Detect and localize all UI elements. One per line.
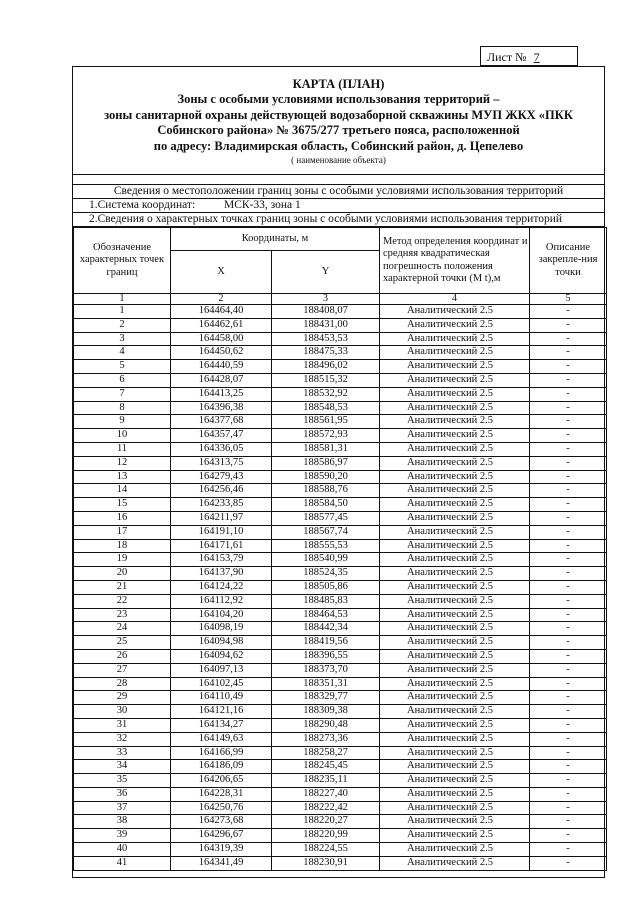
- coord-x: 164336,05: [171, 442, 272, 456]
- method-accuracy: Аналитический 2.5: [380, 636, 530, 650]
- fixing-description: -: [530, 856, 607, 870]
- document-title: КАРТА (ПЛАН): [292, 77, 385, 91]
- method-accuracy: Аналитический 2.5: [380, 567, 530, 581]
- table-row: [74, 677, 607, 691]
- coord-x: 164137,90: [171, 567, 272, 581]
- sheet-label: Лист №: [487, 50, 527, 64]
- fixing-description: -: [530, 539, 607, 553]
- coord-x: 164211,97: [171, 511, 272, 525]
- coord-x: 164357,47: [171, 429, 272, 443]
- table-row: [74, 456, 607, 470]
- point-number: 26: [74, 649, 171, 663]
- fixing-description: -: [530, 387, 607, 401]
- coord-y: 188419,56: [272, 636, 380, 650]
- fixing-description: -: [530, 718, 607, 732]
- table-row: [74, 539, 607, 553]
- table-row: [74, 801, 607, 815]
- coord-x: 164428,07: [171, 373, 272, 387]
- coord-x: 164341,49: [171, 856, 272, 870]
- coord-y: 188408,07: [272, 305, 380, 319]
- method-accuracy: Аналитический 2.5: [380, 373, 530, 387]
- table-row: [74, 608, 607, 622]
- point-number: 11: [74, 442, 171, 456]
- table-row: [74, 760, 607, 774]
- table-row: [74, 691, 607, 705]
- method-accuracy: Аналитический 2.5: [380, 539, 530, 553]
- table-row: [74, 318, 607, 332]
- point-number: 30: [74, 705, 171, 719]
- coord-x: 164233,85: [171, 498, 272, 512]
- coord-y: 188220,99: [272, 829, 380, 843]
- col-method-header: Метод определения координат и средняя квадратическая погрешность положения характерной точки (М t),м: [380, 228, 530, 294]
- point-number: 24: [74, 622, 171, 636]
- point-number: 28: [74, 677, 171, 691]
- point-number: 33: [74, 746, 171, 760]
- fixing-description: -: [530, 787, 607, 801]
- table-row: [74, 649, 607, 663]
- coord-x: 164440,59: [171, 360, 272, 374]
- method-accuracy: Аналитический 2.5: [380, 843, 530, 857]
- coordinate-system-label: 1.Система координат:: [89, 199, 196, 211]
- table-row: [74, 787, 607, 801]
- fixing-description: -: [530, 332, 607, 346]
- coord-x: 164124,22: [171, 580, 272, 594]
- fixing-description: -: [530, 498, 607, 512]
- coord-y: 188329,77: [272, 691, 380, 705]
- table-row: [74, 705, 607, 719]
- point-number: 4: [74, 346, 171, 360]
- document-frame: [72, 66, 605, 878]
- fixing-description: -: [530, 360, 607, 374]
- coord-x: 164134,27: [171, 718, 272, 732]
- fixing-description: -: [530, 760, 607, 774]
- fixing-description: -: [530, 636, 607, 650]
- coord-x: 164250,76: [171, 801, 272, 815]
- fixing-description: -: [530, 815, 607, 829]
- method-accuracy: Аналитический 2.5: [380, 415, 530, 429]
- coord-x: 164094,62: [171, 649, 272, 663]
- col-coordinates-header: Координаты, м: [171, 228, 380, 251]
- coord-y: 188584,50: [272, 498, 380, 512]
- point-number: 31: [74, 718, 171, 732]
- coord-y: 188555,53: [272, 539, 380, 553]
- method-accuracy: Аналитический 2.5: [380, 663, 530, 677]
- point-number: 41: [74, 856, 171, 870]
- fixing-description: -: [530, 305, 607, 319]
- coord-y: 188351,31: [272, 677, 380, 691]
- column-index: 4: [380, 294, 530, 305]
- coord-y: 188548,53: [272, 401, 380, 415]
- coord-x: 164206,65: [171, 774, 272, 788]
- spacer-row: [73, 174, 604, 185]
- point-number: 27: [74, 663, 171, 677]
- fixing-description: -: [530, 801, 607, 815]
- table-row: [74, 622, 607, 636]
- method-accuracy: Аналитический 2.5: [380, 760, 530, 774]
- coord-x: 164313,75: [171, 456, 272, 470]
- method-accuracy: Аналитический 2.5: [380, 677, 530, 691]
- point-number: 36: [74, 787, 171, 801]
- point-number: 34: [74, 760, 171, 774]
- point-number: 23: [74, 608, 171, 622]
- method-accuracy: Аналитический 2.5: [380, 594, 530, 608]
- method-accuracy: Аналитический 2.5: [380, 787, 530, 801]
- coord-y: 188581,31: [272, 442, 380, 456]
- point-number: 40: [74, 843, 171, 857]
- column-index: 3: [272, 294, 380, 305]
- coord-y: 188224,55: [272, 843, 380, 857]
- method-accuracy: Аналитический 2.5: [380, 332, 530, 346]
- column-index: 1: [74, 294, 171, 305]
- method-accuracy: Аналитический 2.5: [380, 732, 530, 746]
- fixing-description: -: [530, 401, 607, 415]
- fixing-description: -: [530, 567, 607, 581]
- table-row: [74, 442, 607, 456]
- table-row: [74, 470, 607, 484]
- point-number: 20: [74, 567, 171, 581]
- fixing-description: -: [530, 663, 607, 677]
- col-description-header: Описание закрепле-ния точки: [530, 228, 607, 294]
- coord-y: 188524,35: [272, 567, 380, 581]
- sheet-number-box: [480, 46, 578, 66]
- col-x-header: X: [171, 251, 272, 294]
- point-number: 25: [74, 636, 171, 650]
- table-row: [74, 815, 607, 829]
- method-accuracy: Аналитический 2.5: [380, 525, 530, 539]
- table-row: [74, 829, 607, 843]
- coord-x: 164102,45: [171, 677, 272, 691]
- method-accuracy: Аналитический 2.5: [380, 801, 530, 815]
- coord-y: 188453,53: [272, 332, 380, 346]
- fixing-description: -: [530, 553, 607, 567]
- col-designation-header: Обозначение характерных точек границ: [74, 228, 171, 294]
- method-accuracy: Аналитический 2.5: [380, 318, 530, 332]
- point-number: 7: [74, 387, 171, 401]
- coord-x: 164256,46: [171, 484, 272, 498]
- coord-x: 164191,10: [171, 525, 272, 539]
- table-row: [74, 360, 607, 374]
- coord-x: 164273,68: [171, 815, 272, 829]
- point-number: 14: [74, 484, 171, 498]
- coord-x: 164097,13: [171, 663, 272, 677]
- coord-y: 188273,36: [272, 732, 380, 746]
- method-accuracy: Аналитический 2.5: [380, 608, 530, 622]
- fixing-description: -: [530, 346, 607, 360]
- table-row: [74, 553, 607, 567]
- coord-y: 188442,34: [272, 622, 380, 636]
- coord-x: 164319,39: [171, 843, 272, 857]
- table-row: [74, 746, 607, 760]
- method-accuracy: Аналитический 2.5: [380, 484, 530, 498]
- coord-y: 188235,11: [272, 774, 380, 788]
- method-accuracy: Аналитический 2.5: [380, 553, 530, 567]
- table-row: [74, 498, 607, 512]
- sheet-number: 7: [533, 50, 540, 64]
- method-accuracy: Аналитический 2.5: [380, 774, 530, 788]
- coord-x: 164464,40: [171, 305, 272, 319]
- fixing-description: -: [530, 442, 607, 456]
- method-accuracy: Аналитический 2.5: [380, 746, 530, 760]
- point-number: 38: [74, 815, 171, 829]
- method-accuracy: Аналитический 2.5: [380, 470, 530, 484]
- document-header: [73, 67, 604, 175]
- point-number: 15: [74, 498, 171, 512]
- table-row: [74, 567, 607, 581]
- point-number: 5: [74, 360, 171, 374]
- table-row: [74, 718, 607, 732]
- column-index: 5: [530, 294, 607, 305]
- object-name-line-2: зоны санитарной охраны действующей водозаборной скважины МУП ЖКХ «ПКК: [104, 107, 573, 122]
- coord-y: 188572,93: [272, 429, 380, 443]
- method-accuracy: Аналитический 2.5: [380, 691, 530, 705]
- coordinate-system-value: МСК-33, зона 1: [224, 199, 301, 211]
- points-section-heading: 2.Сведения о характерных точках границ зоны с особыми условиями использования территорий: [73, 213, 604, 227]
- coord-x: 164462,61: [171, 318, 272, 332]
- coordinate-system-row: [73, 199, 604, 213]
- point-number: 13: [74, 470, 171, 484]
- coord-y: 188540,99: [272, 553, 380, 567]
- coord-y: 188505,86: [272, 580, 380, 594]
- coord-y: 188567,74: [272, 525, 380, 539]
- method-accuracy: Аналитический 2.5: [380, 511, 530, 525]
- boundary-points-table: [73, 227, 607, 871]
- point-number: 17: [74, 525, 171, 539]
- coord-y: 188532,92: [272, 387, 380, 401]
- fixing-description: -: [530, 415, 607, 429]
- object-name-line-3: Собинского района» № 3675/277 третьего пояса, расположенной: [157, 123, 520, 137]
- table-row: [74, 580, 607, 594]
- point-number: 32: [74, 732, 171, 746]
- table-row: [74, 663, 607, 677]
- point-number: 22: [74, 594, 171, 608]
- coord-x: 164413,25: [171, 387, 272, 401]
- fixing-description: -: [530, 677, 607, 691]
- coord-y: 188464,53: [272, 608, 380, 622]
- method-accuracy: Аналитический 2.5: [380, 387, 530, 401]
- point-number: 16: [74, 511, 171, 525]
- coord-y: 188515,32: [272, 373, 380, 387]
- fixing-description: -: [530, 511, 607, 525]
- coord-y: 188561,95: [272, 415, 380, 429]
- point-number: 35: [74, 774, 171, 788]
- table-row: [74, 387, 607, 401]
- fixing-description: -: [530, 732, 607, 746]
- point-number: 37: [74, 801, 171, 815]
- fixing-description: -: [530, 691, 607, 705]
- fixing-description: -: [530, 594, 607, 608]
- fixing-description: -: [530, 829, 607, 843]
- fixing-description: -: [530, 456, 607, 470]
- col-y-header: Y: [272, 251, 380, 294]
- method-accuracy: Аналитический 2.5: [380, 305, 530, 319]
- table-row: [74, 484, 607, 498]
- coord-y: 188475,33: [272, 346, 380, 360]
- method-accuracy: Аналитический 2.5: [380, 829, 530, 843]
- coord-y: 188220,27: [272, 815, 380, 829]
- object-name-line-1: Зоны с особыми условиями использования территорий –: [177, 92, 500, 106]
- method-accuracy: Аналитический 2.5: [380, 429, 530, 443]
- method-accuracy: Аналитический 2.5: [380, 401, 530, 415]
- table-row: [74, 856, 607, 870]
- method-accuracy: Аналитический 2.5: [380, 718, 530, 732]
- coord-x: 164098,19: [171, 622, 272, 636]
- coord-x: 164166,99: [171, 746, 272, 760]
- fixing-description: -: [530, 580, 607, 594]
- location-info-heading: Сведения о местоположении границ зоны с особыми условиями использования территорий: [73, 185, 604, 199]
- point-number: 18: [74, 539, 171, 553]
- coord-y: 188373,70: [272, 663, 380, 677]
- coord-x: 164450,62: [171, 346, 272, 360]
- table-row: [74, 732, 607, 746]
- method-accuracy: Аналитический 2.5: [380, 815, 530, 829]
- coord-y: 188577,45: [272, 511, 380, 525]
- object-name-line-4: по адресу: Владимирская область, Собинский район, д. Цепелево: [153, 138, 524, 153]
- table-row: [74, 305, 607, 319]
- coord-y: 188227,40: [272, 787, 380, 801]
- point-number: 6: [74, 373, 171, 387]
- point-number: 2: [74, 318, 171, 332]
- table-row: [74, 415, 607, 429]
- table-row: [74, 332, 607, 346]
- table-row: [74, 525, 607, 539]
- method-accuracy: Аналитический 2.5: [380, 442, 530, 456]
- coord-x: 164110,49: [171, 691, 272, 705]
- coord-x: 164186,09: [171, 760, 272, 774]
- point-number: 1: [74, 305, 171, 319]
- coord-y: 188485,83: [272, 594, 380, 608]
- coord-x: 164094,98: [171, 636, 272, 650]
- fixing-description: -: [530, 774, 607, 788]
- table-row: [74, 346, 607, 360]
- coord-y: 188290,48: [272, 718, 380, 732]
- point-number: 8: [74, 401, 171, 415]
- coord-y: 188309,38: [272, 705, 380, 719]
- fixing-description: -: [530, 608, 607, 622]
- coord-y: 188396,55: [272, 649, 380, 663]
- fixing-description: -: [530, 705, 607, 719]
- coord-y: 188245,45: [272, 760, 380, 774]
- point-number: 12: [74, 456, 171, 470]
- table-row: [74, 511, 607, 525]
- method-accuracy: Аналитический 2.5: [380, 649, 530, 663]
- table-body: [74, 294, 607, 871]
- coord-y: 188230,91: [272, 856, 380, 870]
- fixing-description: -: [530, 649, 607, 663]
- coord-y: 188258,27: [272, 746, 380, 760]
- method-accuracy: Аналитический 2.5: [380, 580, 530, 594]
- object-name-caption: ( наименование объекта): [291, 155, 386, 165]
- method-accuracy: Аналитический 2.5: [380, 346, 530, 360]
- fixing-description: -: [530, 429, 607, 443]
- point-number: 21: [74, 580, 171, 594]
- coord-y: 188586,97: [272, 456, 380, 470]
- table-row: [74, 401, 607, 415]
- coord-x: 164396,38: [171, 401, 272, 415]
- fixing-description: -: [530, 470, 607, 484]
- fixing-description: -: [530, 373, 607, 387]
- coord-x: 164296,67: [171, 829, 272, 843]
- fixing-description: -: [530, 622, 607, 636]
- coord-x: 164458,00: [171, 332, 272, 346]
- coord-x: 164149,63: [171, 732, 272, 746]
- table-row: [74, 594, 607, 608]
- method-accuracy: Аналитический 2.5: [380, 498, 530, 512]
- coord-x: 164112,92: [171, 594, 272, 608]
- coord-y: 188431,00: [272, 318, 380, 332]
- point-number: 3: [74, 332, 171, 346]
- method-accuracy: Аналитический 2.5: [380, 360, 530, 374]
- method-accuracy: Аналитический 2.5: [380, 856, 530, 870]
- coord-x: 164377,68: [171, 415, 272, 429]
- column-index: 2: [171, 294, 272, 305]
- coord-x: 164121,16: [171, 705, 272, 719]
- point-number: 39: [74, 829, 171, 843]
- coord-x: 164171,61: [171, 539, 272, 553]
- coord-x: 164153,79: [171, 553, 272, 567]
- coord-y: 188496,02: [272, 360, 380, 374]
- table-row: [74, 429, 607, 443]
- method-accuracy: Аналитический 2.5: [380, 705, 530, 719]
- method-accuracy: Аналитический 2.5: [380, 456, 530, 470]
- coord-y: 188222,42: [272, 801, 380, 815]
- table-row: [74, 373, 607, 387]
- point-number: 29: [74, 691, 171, 705]
- point-number: 9: [74, 415, 171, 429]
- fixing-description: -: [530, 318, 607, 332]
- table-row: [74, 843, 607, 857]
- table-row: [74, 774, 607, 788]
- point-number: 10: [74, 429, 171, 443]
- fixing-description: -: [530, 746, 607, 760]
- coord-x: 164228,31: [171, 787, 272, 801]
- column-index-row: [74, 294, 607, 305]
- fixing-description: -: [530, 484, 607, 498]
- fixing-description: -: [530, 525, 607, 539]
- fixing-description: -: [530, 843, 607, 857]
- coord-x: 164104,20: [171, 608, 272, 622]
- table-row: [74, 636, 607, 650]
- coord-x: 164279,43: [171, 470, 272, 484]
- coord-y: 188590,20: [272, 470, 380, 484]
- method-accuracy: Аналитический 2.5: [380, 622, 530, 636]
- coord-y: 188588,76: [272, 484, 380, 498]
- point-number: 19: [74, 553, 171, 567]
